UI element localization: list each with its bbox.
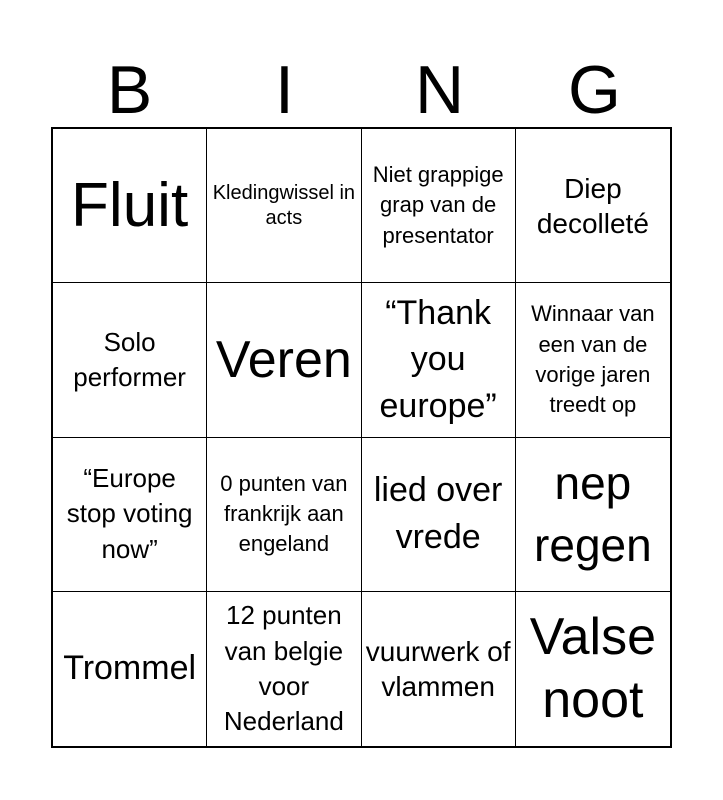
bingo-cell-text: nep regen [534,457,652,572]
bingo-card-grid [51,127,672,748]
bingo-cell-text: Kledingwissel in acts [212,181,356,229]
bingo-cell-text: “Europe stop voting now” [66,463,193,564]
bingo-cell[interactable] [53,283,207,437]
bingo-cell[interactable] [207,592,361,746]
bingo-cell[interactable] [362,129,516,283]
bingo-cell[interactable] [207,438,361,592]
header-letter-i: I [275,52,294,128]
bingo-cell[interactable] [516,283,670,437]
bingo-cell[interactable] [362,592,516,746]
bingo-cell-text: Valse noot [529,608,656,729]
bingo-cell[interactable] [362,283,516,437]
bingo-cell[interactable] [516,592,670,746]
bingo-cell-text: Fluit [71,170,189,240]
bingo-cell[interactable] [207,283,361,437]
bingo-cell[interactable] [53,592,207,746]
bingo-cell[interactable] [516,129,670,283]
bingo-cell-text: Diep decolleté [536,172,649,239]
bingo-cell-text: Niet grappige grap van de presentator [372,162,504,248]
bingo-header [52,52,672,128]
bingo-cell-text: Trommel [63,649,197,688]
bingo-cell-text: Veren [215,330,352,389]
bingo-cell[interactable] [207,129,361,283]
bingo-cell-text: 12 punten van belgie voor Nederland [223,600,344,737]
bingo-cell[interactable] [362,438,516,592]
bingo-cell-text: 0 punten van frankrijk aan engeland [220,470,348,557]
bingo-cell[interactable] [53,438,207,592]
bingo-cell-text: lied over vrede [373,471,503,557]
header-letter-n: N [414,52,465,128]
bingo-cell-text: Winnaar van een van de vorige jaren treedt op [531,301,655,418]
bingo-cell-text: “Thank you europe” [379,293,497,426]
header-letter-g: G [568,52,621,128]
bingo-cell[interactable] [516,438,670,592]
bingo-cell-text: Solo performer [73,326,186,392]
bingo-cell-text: vuurwerk of vlammen [365,635,511,702]
header-letter-b: B [106,52,153,128]
bingo-cell[interactable] [53,129,207,283]
